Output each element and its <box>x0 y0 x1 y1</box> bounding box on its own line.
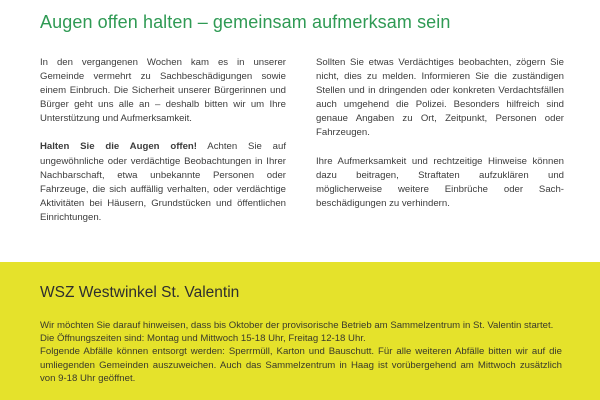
notice-title: Augen offen halten – gemeinsam aufmerksam sein <box>40 12 451 32</box>
waste-center-banner <box>0 262 600 400</box>
left-paragraph-2 <box>40 140 286 225</box>
right-paragraph-2: Ihre Aufmerksamkeit und rechtzeitige Hinweise können dazu beitragen, Straftaten aufzuklären und möglicherweise weitere Einbrüche oder Sach-beschädigungen zu verhindern. <box>316 155 564 209</box>
left-column <box>40 56 286 239</box>
waste-center-text <box>40 319 562 385</box>
waste-center-title: WSZ Westwinkel St. Valentin <box>40 284 240 301</box>
waste-center-line-1: Wir möchten Sie darauf hinweisen, dass bis Oktober der provisorische Betrieb am Sammelzentrum in St. Valentin startet. <box>40 320 554 331</box>
waste-center-line-2: Die Öffnungszeiten sind: Montag und Mittwoch 15-18 Uhr, Freitag 12-18 Uhr. <box>40 333 366 345</box>
left-paragraph-1: In den vergangenen Wochen kam es in unserer Gemeinde vermehrt zu Sachbeschädigungen sowie einem Einbruch. Die Sicherheit unserer Bürgerinnen und Bürger geht uns alle an – deshalb bitten wir um Ihre Unterstützung und Aufmerksamkeit. <box>40 57 286 125</box>
left-paragraph-2-emphasis: Halten Sie die Augen offen! <box>40 141 197 153</box>
right-column <box>316 56 564 225</box>
right-paragraph-1: Sollten Sie etwas Verdächtiges beobachten, zögern Sie nicht, dies zu melden. Informieren Sie die zuständigen Stellen und in dringenden oder konkreten Verdachtsfällen auch umgehend die Polizei. Besonders hilfreich sind genaue Angaben zu Ort, Zeitpunkt, Personen oder Fahrzeugen. <box>316 57 564 139</box>
left-paragraph-2-text: Achten Sie auf ungewöhnliche oder verdächtige Beobachtungen in Ihrer Nachbarschaft, etwa unbekannte Personen oder Fahrzeuge, die sich auffällig verhalten, oder verdächtige Aktivitäten bei Häusern, Grundstücken und öffentlichen Einrichtungen. <box>40 141 286 223</box>
waste-center-line-3: Folgende Abfälle können entsorgt werden: Sperrmüll, Karton und Bauschutt. Für alle weiteren Abfälle bitten wir auf die umliegenden Gemeinden auszuweichen. Auch das Sammelzentrum in Haag ist vorübergehend am Mittwoch zusätzlich von 9-18 Uhr geöffnet. <box>40 346 562 384</box>
